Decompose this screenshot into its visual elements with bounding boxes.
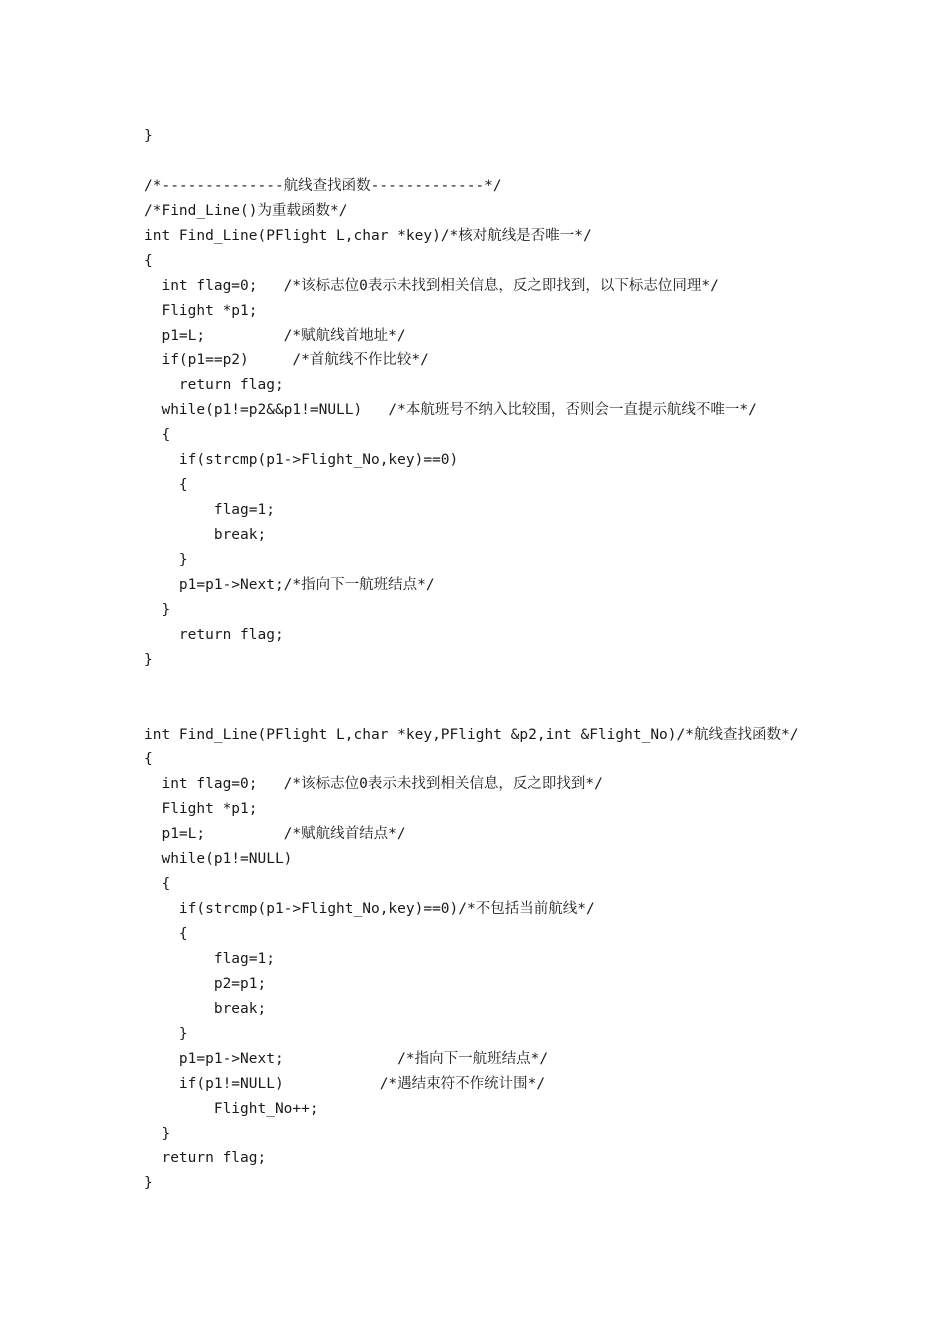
code-line: if(p1==p2) /*首航线不作比较*/ (144, 352, 429, 369)
code-line: p1=L; /*赋航线首结点*/ (144, 826, 406, 843)
code-line: p1=L; /*赋航线首地址*/ (144, 327, 406, 344)
code-line: Flight *p1; (144, 801, 258, 818)
code-line: { (144, 751, 153, 768)
code-line: /*--------------航线查找函数-------------*/ (144, 177, 502, 194)
code-line: return flag; (144, 1150, 267, 1167)
code-line: return flag; (144, 626, 284, 643)
code-line: break; (144, 527, 267, 543)
code-line: flag=1; (144, 502, 275, 519)
code-line: { (144, 252, 153, 269)
code-line (144, 149, 924, 174)
code-line: } (144, 651, 153, 668)
code-line: int Find_Line(PFlight L,char *key,PFlight &p2,int &Flight_No)/*航线查找函数*/ (144, 726, 799, 743)
code-line: while(p1!=p2&&p1!=NULL) /*本航班号不纳入比较围，否则会一直提示航线不唯一*/ (144, 402, 757, 419)
code-line: if(p1!=NULL) /*遇结束符不作统计围*/ (144, 1075, 546, 1092)
code-line: } (144, 1175, 153, 1192)
code-line: p2=p1; (144, 975, 267, 992)
code-line: } (144, 1025, 188, 1042)
code-line: } (144, 601, 171, 618)
code-line: { (144, 477, 188, 494)
code-line: break; (144, 1000, 267, 1017)
code-line: /*Find_Line()为重载函数*/ (144, 202, 348, 219)
code-line: Flight *p1; (144, 302, 258, 319)
code-line: int Find_Line(PFlight L,char *key)/*核对航线是否唯一*/ (144, 227, 592, 244)
code-line: if(strcmp(p1->Flight_No,key)==0)/*不包括当前航线*/ (144, 901, 595, 918)
code-line: p1=p1->Next;/*指向下一航班结点*/ (144, 576, 435, 593)
code-block (144, 124, 924, 1196)
code-line: } (144, 551, 188, 568)
code-line: int flag=0; /*该标志位0表示未找到相关信息，反之即找到*/ (144, 776, 603, 793)
code-line: } (144, 128, 153, 144)
code-line: flag=1; (144, 950, 275, 967)
code-line: if(strcmp(p1->Flight_No,key)==0) (144, 452, 459, 469)
code-line: int flag=0; /*该标志位0表示未找到相关信息，反之即找到，以下标志位同理*/ (144, 277, 719, 294)
code-line: { (144, 427, 171, 444)
code-line: { (144, 876, 171, 893)
code-line (144, 698, 924, 723)
code-line: while(p1!=NULL) (144, 851, 293, 868)
code-line: Flight_No++; (144, 1100, 319, 1117)
code-line: return flag; (144, 377, 284, 394)
code-line: } (144, 1125, 171, 1142)
code-line (144, 673, 924, 698)
code-line: { (144, 926, 188, 942)
code-line: p1=p1->Next; /*指向下一航班结点*/ (144, 1050, 549, 1067)
